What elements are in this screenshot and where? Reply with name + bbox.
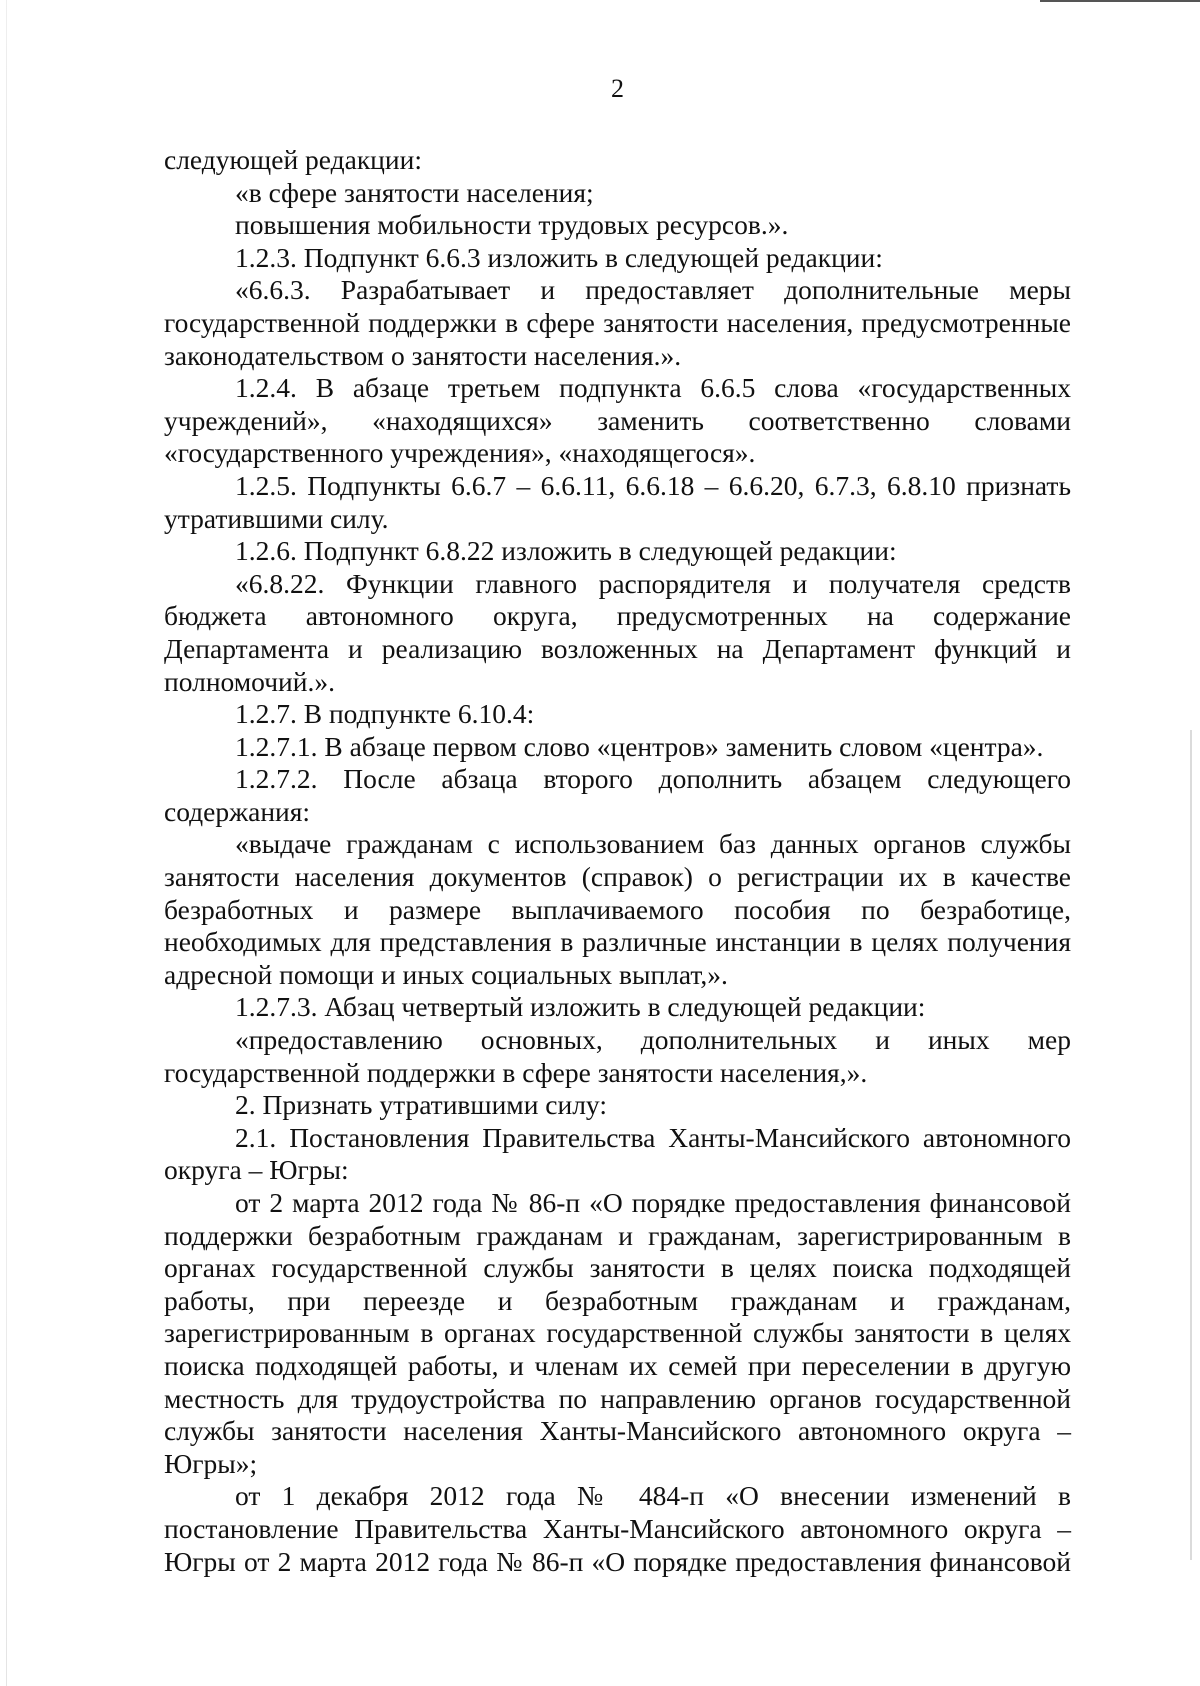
paragraph: 1.2.7.3. Абзац четвертый изложить в следующей редакции:	[235, 991, 926, 1023]
paragraph: 1.2.4. В абзаце третьем подпункта 6.6.5 слова «государственных учреждений», «находящихся» заменить соответственно словами «государственного учреждения», «находящегося».	[164, 372, 1071, 469]
paragraph: «в сфере занятости населения;	[235, 176, 594, 208]
scan-top-line	[1040, 0, 1200, 2]
paragraph: 1.2.5. Подпункты 6.6.7 – 6.6.11, 6.6.18 – 6.6.20, 6.7.3, 6.8.10 признать утратившими силу.	[164, 469, 1071, 534]
paragraph: 1.2.7. В подпункте 6.10.4:	[235, 698, 535, 730]
page-number: 2	[611, 74, 624, 103]
paragraph: от 2 марта 2012 года № 86-п «О порядке предоставления финансовой поддержки безработным гражданам и гражданам, зарегистрированным в органах государственной службы занятости в целях поиска подходящей работы, при переезде и безработным гражданам и гражданам, зарегистрированным в органах государственной службы занятости в целях поиска подходящей работы, и членам их семей при переселении в другую местность для трудоустройства по направлению органов государственной службы занятости населения Ханты-Мансийского автономного округа – Югры»;	[164, 1187, 1071, 1479]
scan-edge-left	[6, 0, 7, 1686]
paragraph: 1.2.7.2. После абзаца второго дополнить абзацем следующего содержания:	[164, 763, 1071, 827]
paragraph: «выдаче гражданам с использованием баз данных органов службы занятости населения документов (справок) о регистрации их в качестве безработных и размере выплачиваемого пособия по безработице, необходимых для представления в различные инстанции в целях получения адресной помощи и иных социальных выплат,».	[164, 828, 1071, 990]
document-body	[164, 144, 1071, 1578]
paragraph: 1.2.6. Подпункт 6.8.22 изложить в следующей редакции:	[235, 535, 897, 567]
paragraph: «6.6.3. Разрабатывает и предоставляет дополнительные меры государственной поддержки в сфере занятости населения, предусмотренные законодательством о занятости населения.».	[164, 274, 1071, 371]
paragraph: «6.8.22. Функции главного распорядителя и получателя средств бюджета автономного округа, предусмотренных на содержание Департамента и реализацию возложенных на Департамент функций и полномочий.».	[164, 567, 1071, 697]
paragraph: 1.2.3. Подпункт 6.6.3 изложить в следующей редакции:	[235, 241, 883, 273]
paragraph: 1.2.7.1. В абзаце первом слово «центров» заменить словом «центра».	[235, 730, 1044, 762]
paragraph: следующей редакции:	[164, 144, 422, 175]
paragraph: 2. Признать утратившими силу:	[235, 1089, 607, 1121]
paragraph: 2.1. Постановления Правительства Ханты-Мансийского автономного округа – Югры:	[164, 1121, 1071, 1186]
paragraph: «предоставлению основных, дополнительных и иных мер государственной поддержки в сфере занятости населения,».	[164, 1024, 1071, 1088]
paragraph: от 1 декабря 2012 года № 484-п «О внесении изменений в постановление Правительства Ханты-Мансийского автономного округа – Югры от 2 марта 2012 года № 86-п «О порядке предоставления финансовой	[164, 1480, 1071, 1577]
scan-edge-right	[1190, 730, 1192, 1560]
paragraph: повышения мобильности трудовых ресурсов.».	[235, 209, 789, 241]
